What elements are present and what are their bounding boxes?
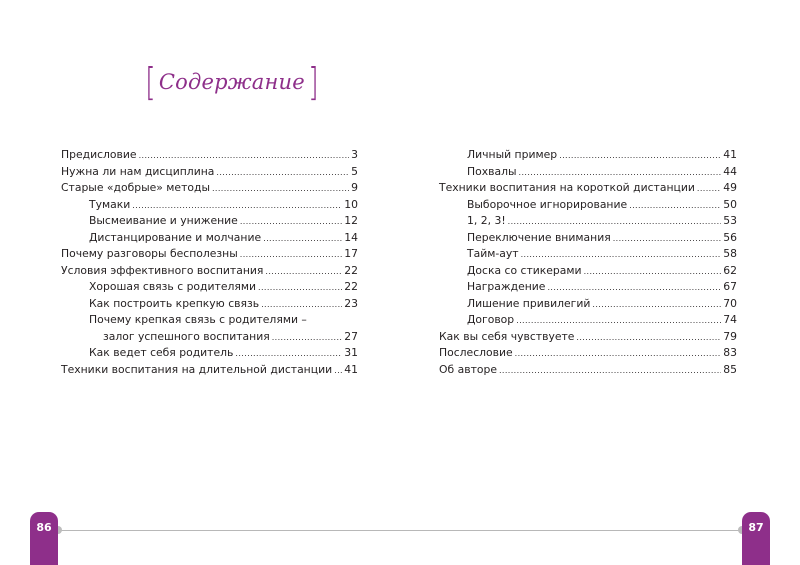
toc-entry-title: Похвалы	[467, 164, 517, 178]
toc-entry-title: Дистанцирование и молчание	[89, 230, 262, 244]
toc-entry-leader-dots	[240, 217, 342, 226]
toc-entry-leader-dots	[547, 283, 721, 292]
toc-entry-page: 23	[344, 296, 358, 310]
toc-entry	[439, 214, 737, 231]
toc-entry	[61, 363, 358, 380]
toc-entry	[61, 264, 358, 281]
heading-close-bracket: ]	[308, 60, 319, 104]
heading-text: Содержание	[158, 70, 305, 94]
toc-entry-title: Тумаки	[89, 197, 131, 211]
toc-entry-title: Хорошая связь с родителями	[89, 280, 257, 293]
toc-entry-leader-dots	[515, 349, 722, 358]
toc-entry	[439, 297, 737, 314]
toc-entry-page: 3	[351, 148, 358, 161]
toc-entry-page: 62	[723, 263, 737, 277]
toc-entry-page: 10	[344, 197, 358, 211]
toc-entry-leader-dots	[508, 217, 722, 226]
toc-entry-title: Почему крепкая связь с родителями –	[89, 313, 307, 326]
toc-entry-page: 53	[723, 214, 737, 227]
toc-entry	[61, 247, 358, 264]
toc-left-column	[61, 148, 358, 379]
toc-entry	[61, 297, 358, 314]
toc-entry	[439, 363, 737, 380]
toc-entry	[61, 181, 358, 198]
toc-entry-leader-dots	[139, 151, 350, 160]
toc-entry-title: Предисловие	[61, 148, 137, 161]
toc-entry	[61, 330, 358, 347]
toc-entry	[439, 264, 737, 281]
toc-entry-page: 27	[344, 329, 358, 343]
toc-right-column	[439, 148, 737, 379]
toc-entry-title: Выборочное игнорирование	[467, 197, 628, 211]
toc-entry-page: 41	[344, 362, 358, 376]
toc-entry-title: Почему разговоры бесполезны	[61, 247, 238, 260]
heading-open-bracket: [	[145, 60, 156, 104]
toc-entry-leader-dots	[576, 333, 721, 342]
toc-entry	[439, 148, 737, 165]
toc-entry	[61, 280, 358, 297]
toc-entry-title: Техники воспитания на короткой дистанции	[439, 181, 695, 194]
toc-entry-leader-dots	[265, 267, 342, 276]
toc-entry-leader-dots	[272, 333, 343, 342]
toc-entry-page: 56	[723, 230, 737, 244]
toc-entry	[61, 148, 358, 165]
toc-entry-page: 17	[344, 247, 358, 260]
toc-entry-page: 70	[723, 296, 737, 310]
toc-entry-leader-dots	[235, 349, 342, 358]
toc-entry-page: 58	[723, 247, 737, 260]
toc-entry-title: Как вы себя чувствуете	[439, 329, 575, 343]
toc-entry-leader-dots	[521, 250, 722, 259]
toc-entry-leader-dots	[516, 316, 721, 325]
toc-entry	[61, 346, 358, 363]
toc-entry-leader-dots	[212, 184, 349, 193]
toc-entry-title: Послесловие	[439, 346, 513, 359]
toc-entry	[439, 313, 737, 330]
toc-entry-leader-dots	[584, 267, 722, 276]
toc-entry-title: 1, 2, 3!	[467, 214, 506, 227]
toc-entry-page: 14	[344, 230, 358, 244]
toc-entry-page: 5	[351, 164, 358, 178]
toc-entry-title: Переключение внимания	[467, 230, 611, 244]
toc-entry-page: 31	[344, 346, 358, 359]
toc-entry	[439, 165, 737, 182]
toc-entry-page: 9	[351, 181, 358, 194]
toc-entry-leader-dots	[132, 201, 342, 210]
toc-entry	[439, 330, 737, 347]
toc-entry-title: Как ведет себя родитель	[89, 346, 234, 359]
toc-entry-leader-dots	[592, 300, 721, 309]
toc-entry-page: 83	[723, 346, 737, 359]
toc-entry-leader-dots	[216, 168, 349, 177]
toc-entry-leader-dots	[629, 201, 721, 210]
toc-entry-title: Старые «добрые» методы	[61, 181, 210, 194]
toc-entry-title: Лишение привилегий	[467, 296, 591, 310]
toc-entry-title: Договор	[467, 313, 515, 326]
toc-entry	[61, 231, 358, 248]
toc-entry-title: Тайм-аут	[467, 247, 519, 260]
toc-entry-title: Условия эффективного воспитания	[61, 263, 264, 277]
toc-entry-leader-dots	[258, 283, 342, 292]
toc-entry-leader-dots	[613, 234, 722, 243]
toc-entry	[439, 181, 737, 198]
toc-entry-title: Доска со стикерами	[467, 263, 582, 277]
toc-entry-page: 79	[723, 329, 737, 343]
toc-entry	[439, 231, 737, 248]
toc-entry-title: Нужна ли нам дисциплина	[61, 164, 215, 178]
toc-entry	[61, 165, 358, 182]
toc-entry-page: 50	[723, 197, 737, 211]
page-number-right: 87	[742, 512, 770, 565]
footer-rule	[58, 530, 742, 531]
toc-entry-title: Техники воспитания на длительной дистанции	[61, 362, 333, 376]
toc-entry-page: 74	[723, 313, 737, 326]
page-number-left: 86	[30, 512, 58, 565]
toc-entry	[61, 198, 358, 215]
toc-entry-leader-dots	[519, 168, 722, 177]
toc-entry-page: 41	[723, 148, 737, 161]
toc-heading	[143, 62, 321, 102]
toc-entry-leader-dots	[334, 366, 342, 375]
toc-entry-leader-dots	[559, 151, 721, 160]
toc-entry-leader-dots	[697, 184, 721, 193]
toc-entry-title: Как построить крепкую связь	[89, 296, 260, 310]
toc-entry	[61, 214, 358, 231]
toc-entry	[61, 313, 358, 330]
toc-entry-title: Высмеивание и унижение	[89, 214, 238, 227]
toc-entry	[439, 198, 737, 215]
toc-entry-title: Об авторе	[439, 362, 497, 376]
toc-entry-leader-dots	[240, 250, 342, 259]
toc-entry-page: 22	[344, 280, 358, 293]
toc-entry-leader-dots	[499, 366, 721, 375]
toc-entry-page: 49	[723, 181, 737, 194]
toc-entry-page: 44	[723, 164, 737, 178]
toc-entry-page: 67	[723, 280, 737, 293]
toc-entry-title: Личный пример	[467, 148, 558, 161]
toc-entry-leader-dots	[261, 300, 342, 309]
toc-entry-leader-dots	[263, 234, 342, 243]
toc-entry	[439, 247, 737, 264]
toc-entry-page: 12	[344, 214, 358, 227]
toc-entry	[439, 280, 737, 297]
toc-entry	[439, 346, 737, 363]
toc-entry-page: 22	[344, 263, 358, 277]
toc-entry-title: Награждение	[467, 280, 546, 293]
toc-entry-page: 85	[723, 362, 737, 376]
toc-entry-title: залог успешного воспитания	[103, 329, 270, 343]
